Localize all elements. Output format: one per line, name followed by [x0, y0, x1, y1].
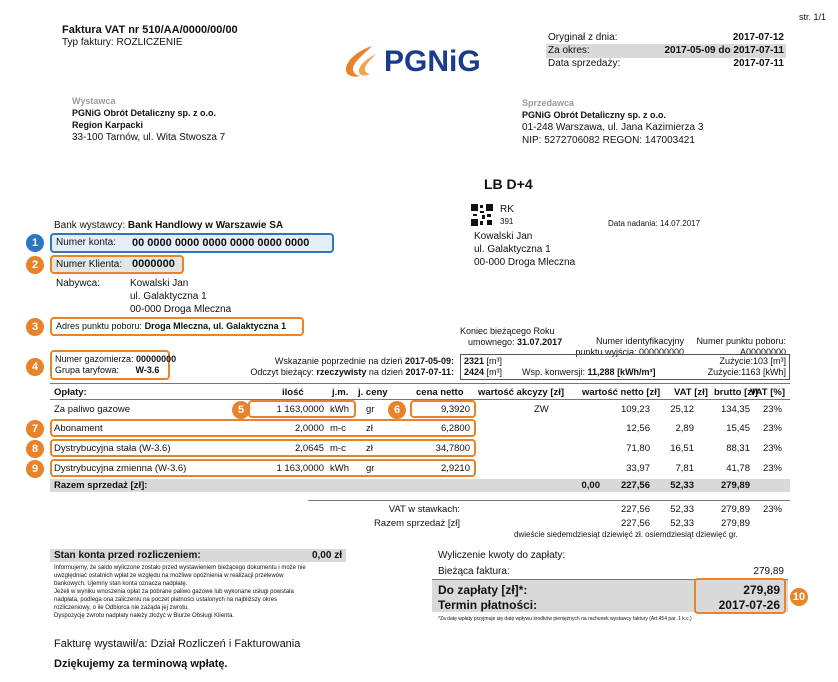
cell-net: 33,97 — [626, 462, 650, 474]
total-net: 227,56 — [620, 480, 650, 491]
recipient-line: 00-000 Droga Mleczna — [474, 257, 576, 268]
client-value: 0000000 — [132, 258, 175, 270]
seller-block — [522, 98, 703, 146]
issued-by: Fakturę wystawił/a: Dział Rozliczeń i Fakturowania — [54, 638, 301, 650]
sale-total-label: Razem sprzedaż [zł] — [373, 518, 460, 529]
table-row — [50, 441, 790, 455]
cell-qty: 2,0645 — [294, 442, 324, 454]
year-end-label: umownego: — [468, 337, 515, 347]
table-row — [50, 402, 790, 416]
cell-unit: m-c — [330, 442, 346, 454]
deadline-value: 2017-07-26 — [718, 598, 780, 612]
date-period — [548, 45, 784, 58]
cell-qty: 1 163,0000 — [276, 462, 324, 474]
usage-value: 1163 [kWh] — [741, 367, 786, 377]
vat-summary-vat: 52,33 — [670, 504, 694, 515]
flame-icon — [342, 44, 382, 80]
cell-gross: 41,78 — [726, 462, 750, 474]
issuer-line: PGNiG Obrót Detaliczny sp. z o.o. — [72, 108, 217, 118]
header-unit: j.m. — [332, 386, 349, 398]
cell-name: Dystrybucyjna zmienna (W-3.6) — [54, 462, 187, 474]
recipient-line: Kowalski Jan — [474, 231, 533, 242]
curr-reading-value: 2424 — [464, 367, 485, 377]
delivery-label: Adres punktu poboru: — [56, 321, 143, 331]
header-oplaty: Opłaty: — [54, 386, 87, 398]
cell-net: 109,23 — [620, 403, 650, 415]
table-header — [50, 385, 790, 399]
usage-label: Zużycie: — [719, 356, 753, 366]
recipient-line: ul. Galaktyczna 1 — [474, 244, 551, 255]
logo-text: PGNiG — [384, 45, 481, 78]
vat-summary-rule — [308, 500, 790, 501]
cell-net: 71,80 — [626, 442, 650, 454]
curr-reading-label: Odczyt bieżący: — [250, 367, 314, 377]
cell-vat: 7,81 — [675, 462, 694, 474]
recipient-rk-no: 391 — [500, 217, 514, 226]
badge-2: 2 — [26, 256, 44, 274]
reading-values — [464, 356, 502, 378]
barcode-icon — [470, 203, 494, 227]
balance-note: rozliczeniowy, o ile Odbiorca nie zażąda jej zwrotu. — [54, 605, 189, 611]
usage-label: Zużycie: — [707, 367, 742, 377]
conversion — [522, 367, 656, 377]
balance-label: Stan konta przed rozliczeniem: — [54, 550, 201, 561]
cell-gross: 15,45 — [726, 422, 750, 434]
date-label: Data sprzedaży: — [548, 58, 621, 69]
badge-7: 7 — [26, 420, 44, 438]
conversion-value: 11,288 [kWh/m³] — [587, 367, 656, 377]
seller-line: NIP: 5272706082 REGON: 147003421 — [522, 135, 695, 146]
invoice-type-label: Typ faktury: — [62, 37, 114, 48]
cell-vat-pct: 23% — [762, 442, 782, 454]
cell-price-unit: gr — [366, 462, 375, 474]
buyer-address — [130, 277, 231, 316]
routing-code: LB D+4 — [484, 176, 533, 192]
balance-value: 0,00 zł — [311, 550, 342, 561]
date-label: Oryginał z dnia: — [548, 32, 618, 43]
cell-qty: 1 163,0000 — [276, 403, 324, 415]
sale-total-net: 227,56 — [620, 518, 650, 529]
cell-vat: 2,89 — [675, 422, 694, 434]
bank-value: Bank Handlowy w Warszawie SA — [127, 220, 284, 231]
cell-price: 6,2800 — [440, 422, 470, 434]
total-gross: 279,89 — [720, 480, 750, 491]
account-label: Numer konta: — [56, 237, 117, 248]
balance-note: Informujemy, że saldo wyliczone zostało przed wystawieniem bieżącego dokumentu i może nie — [54, 565, 306, 571]
date-label: Za okres: — [548, 45, 590, 56]
sale-total-vat: 52,33 — [670, 518, 694, 529]
issuer-block — [72, 96, 225, 143]
date-value: 2017-05-09 do 2017-07-11 — [664, 45, 784, 56]
date-value: 2017-07-11 — [733, 58, 784, 69]
recipient-address — [474, 230, 575, 269]
cell-name: Dystrybucyjna stała (W-3.6) — [54, 442, 171, 454]
header-net: wartość netto [zł] — [582, 386, 661, 398]
cell-net: 12,56 — [626, 422, 650, 434]
due-value: 279,89 — [743, 583, 780, 597]
vat-summary-label: VAT w stawkach: — [388, 504, 460, 515]
conversion-label: Wsp. konwersji: — [522, 367, 586, 377]
cell-price-unit: zł — [366, 422, 373, 434]
cell-unit: m-c — [330, 422, 346, 434]
amount-in-words: dwieście siedemdziesiąt dziewięć zł. osiemdziesiąt dziewięć gr. — [514, 530, 738, 539]
cell-name: Za paliwo gazowe — [54, 403, 131, 415]
vat-summary-gross: 279,89 — [720, 504, 750, 515]
pgnig-logo — [342, 44, 481, 80]
table-top-rule — [50, 383, 790, 384]
exit-point-line: punktu wyjścia: 000000000 — [575, 347, 684, 357]
issuer-line: 33-100 Tarnów, ul. Wita Stwosza 7 — [72, 132, 226, 143]
cell-price-unit: zł — [366, 442, 373, 454]
payment-footnote: *Za datę wpłaty przyjmuje się datę wpływu środków pieniężnych na rachunek wystawcy faktury (Art.454 par. 1 k.c.) — [438, 616, 692, 622]
group-label: Grupa taryfowa: — [55, 365, 120, 375]
header-gross: brutto [zł] — [714, 386, 758, 398]
cell-vat: 25,12 — [670, 403, 694, 415]
readings-labels — [200, 356, 454, 378]
badge-1: 1 — [26, 234, 44, 252]
invoice-type-value: ROZLICZENIE — [116, 37, 183, 48]
usage — [660, 356, 786, 378]
header-vat-pct: VAT [%] — [750, 386, 786, 398]
invoice-type — [62, 37, 183, 48]
prev-reading-value: 2321 — [464, 356, 485, 366]
date-sale — [548, 58, 784, 71]
payment-heading: Wyliczenie kwoty do zapłaty: — [438, 550, 566, 561]
buyer-label: Nabywca: — [56, 278, 100, 289]
meter-label: Numer gazomierza: — [55, 354, 134, 364]
total-row — [50, 479, 790, 492]
seller-line: PGNiG Obrót Detaliczny sp. z o.o. — [522, 110, 667, 120]
account-value: 00 0000 0000 0000 0000 0000 0000 — [132, 237, 310, 249]
date-value: 2017-07-12 — [732, 32, 784, 43]
balance-note: bankowych. Ujemny stan konta oznacza nadpłatę. — [54, 581, 188, 587]
sale-total-gross: 279,89 — [720, 518, 750, 529]
cell-price: 9,3920 — [440, 403, 470, 415]
cell-name: Abonament — [54, 422, 103, 434]
issuer-line: Region Karpacki — [72, 120, 144, 130]
dates-block — [548, 32, 784, 71]
vat-summary-pct: 23% — [762, 504, 782, 515]
table-row — [50, 461, 790, 475]
cell-unit: kWh — [330, 403, 349, 415]
deadline-label: Termin płatności: — [438, 598, 538, 612]
thanks-note: Dziękujemy za terminową wpłatę. — [54, 658, 228, 670]
balance-note: Jeżeli w wyniku wnoszenia opłat za pobrane paliwo gazowe lub wykonane usługi powstała — [54, 589, 294, 595]
badge-9: 9 — [26, 460, 44, 478]
cell-price: 34,7800 — [435, 442, 470, 454]
reading-unit: [m³] — [486, 356, 503, 366]
current-invoice-value: 279,89 — [753, 566, 784, 577]
year-end-line: Koniec bieżącego Roku — [460, 326, 555, 336]
vat-summary-net: 227,56 — [620, 504, 650, 515]
date-original — [548, 32, 784, 45]
group-value: W-3.6 — [135, 365, 160, 375]
current-invoice-label: Bieżąca faktura: — [438, 566, 510, 577]
reading-unit: [m³] — [486, 367, 503, 377]
cell-vat-pct: 23% — [762, 462, 782, 474]
cell-gross: 88,31 — [726, 442, 750, 454]
year-end — [460, 326, 562, 348]
issuer-heading: Wystawca — [72, 96, 116, 106]
prev-reading-date: 2017-05-09: — [404, 356, 454, 366]
cell-vat: 16,51 — [670, 442, 694, 454]
pobor-point-line: A00000000 — [739, 347, 786, 357]
header-vat: VAT [zł] — [674, 386, 708, 398]
delivery-value: Droga Mleczna, ul. Galaktyczna 1 — [144, 321, 287, 331]
due-label: Do zapłaty [zł]*: — [438, 583, 528, 597]
cell-unit: kWh — [330, 462, 349, 474]
year-end-value: 31.07.2017 — [517, 337, 563, 347]
seller-heading: Sprzedawca — [522, 98, 575, 108]
page-number: str. 1/1 — [798, 12, 826, 22]
invoice-title: Faktura VAT nr 510/AA/0000/00/00 — [62, 24, 238, 36]
delivery-row — [56, 321, 286, 331]
cell-qty: 2,0000 — [294, 422, 324, 434]
usage-value: 103 [m³] — [752, 356, 786, 366]
bank-row — [54, 220, 283, 231]
total-vat: 52,33 — [670, 480, 694, 491]
cell-gross: 134,35 — [720, 403, 750, 415]
buyer-line: ul. Galaktyczna 1 — [130, 291, 207, 302]
curr-reading-type: rzeczywisty — [316, 367, 367, 377]
total-label: Razem sprzedaż [zł]: — [54, 480, 148, 491]
exit-point-line: Numer identyfikacyjny — [595, 336, 684, 346]
badge-10: 10 — [790, 588, 808, 606]
vat-summary-row — [50, 503, 790, 516]
prev-reading-label: Wskazanie poprzednie na dzień — [274, 356, 403, 366]
balance-notes — [54, 564, 346, 620]
seller-line: 01-248 Warszawa, ul. Jana Kazimierza 3 — [522, 122, 704, 133]
cell-excise: ZW — [534, 403, 549, 415]
current-invoice-row — [438, 566, 784, 577]
meter-value: 00000000 — [136, 354, 177, 364]
buyer-line: Kowalski Jan — [130, 278, 189, 289]
bank-label: Bank wystawcy: — [54, 220, 126, 231]
badge-8: 8 — [26, 440, 44, 458]
cell-vat-pct: 23% — [762, 403, 782, 415]
client-label: Numer Klienta: — [56, 259, 123, 270]
dispatch-date: Data nadania: 14.07.2017 — [608, 219, 701, 228]
header-price-unit: j. ceny — [358, 386, 388, 398]
meter-info — [55, 354, 176, 376]
curr-reading-date: 2017-07-11: — [405, 367, 454, 377]
balance-note: Dyspozycję zwrotu nadpłaty należy złożyć w Biurze Obsługi Klienta. — [54, 613, 235, 619]
buyer-line: 00-000 Droga Mleczna — [130, 304, 232, 315]
pobor-point-line: Numer punktu poboru: — [696, 336, 786, 346]
total-excise: 0,00 — [581, 480, 600, 491]
cell-vat-pct: 23% — [762, 422, 782, 434]
badge-3: 3 — [26, 318, 44, 336]
header-excise: wartość akcyzy [zł] — [478, 386, 565, 398]
cell-price-unit: gr — [366, 403, 375, 415]
badge-6: 6 — [388, 401, 406, 419]
badge-5: 5 — [232, 401, 250, 419]
badge-4: 4 — [26, 358, 44, 376]
header-price: cena netto — [416, 386, 464, 398]
table-row — [50, 421, 790, 435]
recipient-rk: RK — [500, 204, 514, 215]
header-qty: ilość — [282, 386, 304, 398]
balance-note: nadpłata, podlega ona zaliczeniu na poczet płatności ustalonych na najbliższy okres — [54, 597, 278, 603]
sale-total-row — [50, 517, 790, 530]
cell-price: 2,9210 — [440, 462, 470, 474]
curr-reading-date-label: na dzień — [368, 367, 403, 377]
balance-note: uwzględniać ostatnich wpłat ze względu na możliwe opóźnienia w realizacji przelewów — [54, 573, 284, 579]
